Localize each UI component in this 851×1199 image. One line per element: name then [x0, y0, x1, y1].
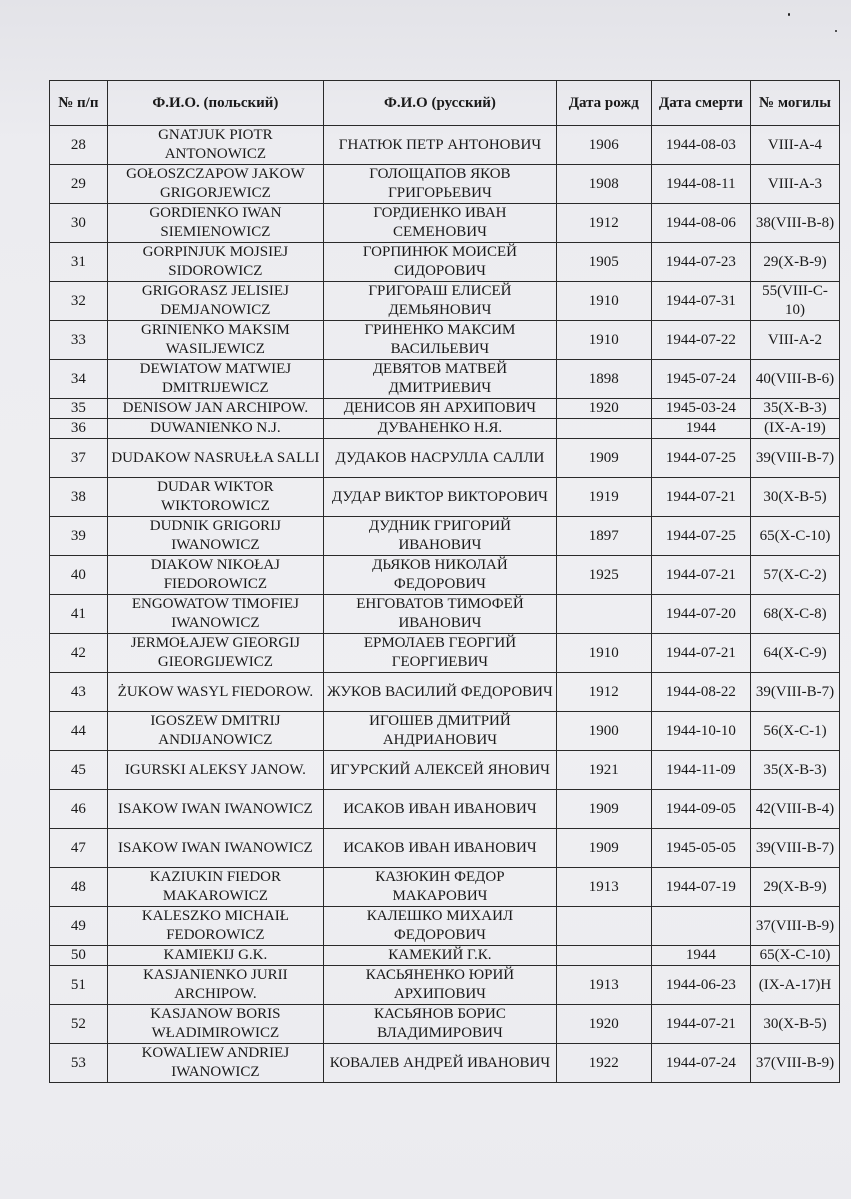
cell-number: 32: [50, 282, 108, 321]
cell-number: 45: [50, 751, 108, 790]
table-row: [50, 517, 840, 556]
table-row: [50, 1005, 840, 1044]
table-row: [50, 673, 840, 712]
cell-grave-number: VIII-A-4: [750, 126, 839, 165]
cell-grave-number: 39(VIII-B-7): [750, 829, 839, 868]
table-row: [50, 243, 840, 282]
cell-number: 36: [50, 419, 108, 439]
cell-number: 52: [50, 1005, 108, 1044]
cell-number: 48: [50, 868, 108, 907]
table-header-row: [50, 81, 840, 126]
cell-name-russian: КАСЬЯНОВ БОРИС ВЛАДИМИРОВИЧ: [324, 1005, 557, 1044]
scan-speck: [788, 13, 790, 16]
cell-name-polish: DIAKOW NIKOŁAJ FIEDOROWICZ: [107, 556, 323, 595]
cell-name-russian: ГРИГОРАШ ЕЛИСЕЙ ДЕМЬЯНОВИЧ: [324, 282, 557, 321]
cell-number: 35: [50, 399, 108, 419]
table-row: [50, 419, 840, 439]
cell-number: 39: [50, 517, 108, 556]
table-row: [50, 946, 840, 966]
cell-birth-date: 1897: [556, 517, 651, 556]
table-row: [50, 321, 840, 360]
header-name-russian: Ф.И.О (русский): [324, 81, 557, 126]
cell-birth-date: [556, 595, 651, 634]
table-row: [50, 360, 840, 399]
cell-birth-date: 1912: [556, 673, 651, 712]
cell-number: 44: [50, 712, 108, 751]
cell-name-russian: ГНАТЮК ПЕТР АНТОНОВИЧ: [324, 126, 557, 165]
cell-name-russian: ГРИНЕНКО МАКСИМ ВАСИЛЬЕВИЧ: [324, 321, 557, 360]
cell-birth-date: 1910: [556, 634, 651, 673]
cell-birth-date: 1909: [556, 829, 651, 868]
cell-grave-number: 42(VIII-B-4): [750, 790, 839, 829]
cell-birth-date: [556, 419, 651, 439]
cell-name-russian: ГОЛОЩАПОВ ЯКОВ ГРИГОРЬЕВИЧ: [324, 165, 557, 204]
cell-name-russian: КАСЬЯНЕНКО ЮРИЙ АРХИПОВИЧ: [324, 966, 557, 1005]
table-row: [50, 399, 840, 419]
cell-number: 43: [50, 673, 108, 712]
cell-grave-number: 65(X-C-10): [750, 946, 839, 966]
table-row: [50, 439, 840, 478]
cell-death-date: 1945-07-24: [651, 360, 750, 399]
table-row: [50, 165, 840, 204]
cell-number: 38: [50, 478, 108, 517]
table-row: [50, 595, 840, 634]
cell-death-date: 1944-07-21: [651, 556, 750, 595]
cell-grave-number: VIII-A-3: [750, 165, 839, 204]
table-row: [50, 126, 840, 165]
cell-death-date: 1944: [651, 419, 750, 439]
cell-name-russian: ИГОШЕВ ДМИТРИЙ АНДРИАНОВИЧ: [324, 712, 557, 751]
cell-birth-date: 1925: [556, 556, 651, 595]
cell-birth-date: 1920: [556, 1005, 651, 1044]
cell-grave-number: 39(VIII-B-7): [750, 439, 839, 478]
table-row: [50, 829, 840, 868]
cell-name-polish: ŻUKOW WASYL FIEDOROW.: [107, 673, 323, 712]
cell-name-polish: DENISOW JAN ARCHIPOW.: [107, 399, 323, 419]
table-row: [50, 966, 840, 1005]
cell-name-polish: GOŁOSZCZAPOW JAKOW GRIGORJEWICZ: [107, 165, 323, 204]
table-row: [50, 282, 840, 321]
cell-birth-date: 1906: [556, 126, 651, 165]
cell-death-date: 1944-07-25: [651, 439, 750, 478]
table-row: [50, 790, 840, 829]
cell-birth-date: 1908: [556, 165, 651, 204]
table-row: [50, 1044, 840, 1083]
cell-name-russian: ИСАКОВ ИВАН ИВАНОВИЧ: [324, 790, 557, 829]
cell-grave-number: 55(VIII-C-10): [750, 282, 839, 321]
cell-death-date: 1944-07-25: [651, 517, 750, 556]
cell-name-polish: GRINIENKO MAKSIM WASILJEWICZ: [107, 321, 323, 360]
cell-name-russian: КАМЕКИЙ Г.К.: [324, 946, 557, 966]
cell-name-polish: JERMOŁAJEW GIEORGIJ GIEORGIJEWICZ: [107, 634, 323, 673]
cell-birth-date: [556, 946, 651, 966]
cell-number: 37: [50, 439, 108, 478]
table-row: [50, 712, 840, 751]
cell-name-polish: IGOSZEW DMITRIJ ANDIJANOWICZ: [107, 712, 323, 751]
cell-number: 53: [50, 1044, 108, 1083]
cell-name-polish: DUDAKOW NASRUŁŁA SALLI: [107, 439, 323, 478]
table-row: [50, 907, 840, 946]
cell-name-russian: ИСАКОВ ИВАН ИВАНОВИЧ: [324, 829, 557, 868]
cell-name-polish: KASJANIENKO JURII ARCHIPOW.: [107, 966, 323, 1005]
header-number: № п/п: [50, 81, 108, 126]
table-row: [50, 478, 840, 517]
cell-name-polish: KALESZKO MICHAIŁ FEDOROWICZ: [107, 907, 323, 946]
cell-grave-number: 64(X-C-9): [750, 634, 839, 673]
cell-birth-date: 1921: [556, 751, 651, 790]
cell-birth-date: 1905: [556, 243, 651, 282]
cell-grave-number: 30(X-B-5): [750, 1005, 839, 1044]
cell-death-date: 1944-08-06: [651, 204, 750, 243]
cell-death-date: 1944: [651, 946, 750, 966]
cell-grave-number: 29(X-B-9): [750, 243, 839, 282]
cell-birth-date: 1900: [556, 712, 651, 751]
cell-name-russian: ДУДАР ВИКТОР ВИКТОРОВИЧ: [324, 478, 557, 517]
cell-death-date: 1944-06-23: [651, 966, 750, 1005]
cell-grave-number: 40(VIII-B-6): [750, 360, 839, 399]
header-death-date: Дата смерти: [651, 81, 750, 126]
cell-grave-number: 35(X-B-3): [750, 751, 839, 790]
table-row: [50, 204, 840, 243]
cell-name-polish: KAMIEKIJ G.K.: [107, 946, 323, 966]
cell-death-date: 1944-08-03: [651, 126, 750, 165]
cell-name-russian: ДУДНИК ГРИГОРИЙ ИВАНОВИЧ: [324, 517, 557, 556]
cell-name-polish: ENGOWATOW TIMOFIEJ IWANOWICZ: [107, 595, 323, 634]
cell-name-russian: ДУДАКОВ НАСРУЛЛА САЛЛИ: [324, 439, 557, 478]
cell-name-russian: КАЛЕШКО МИХАИЛ ФЕДОРОВИЧ: [324, 907, 557, 946]
cell-death-date: 1944-07-24: [651, 1044, 750, 1083]
burial-records-table: [49, 80, 840, 1083]
cell-name-polish: GORPINJUK MOJSIEJ SIDOROWICZ: [107, 243, 323, 282]
cell-death-date: 1944-07-21: [651, 1005, 750, 1044]
cell-number: 47: [50, 829, 108, 868]
cell-number: 46: [50, 790, 108, 829]
cell-name-polish: DUWANIENKO N.J.: [107, 419, 323, 439]
cell-death-date: 1944-07-31: [651, 282, 750, 321]
cell-death-date: 1945-05-05: [651, 829, 750, 868]
cell-grave-number: 39(VIII-B-7): [750, 673, 839, 712]
cell-death-date: 1945-03-24: [651, 399, 750, 419]
cell-name-russian: ЕРМОЛАЕВ ГЕОРГИЙ ГЕОРГИЕВИЧ: [324, 634, 557, 673]
cell-name-polish: ISAKOW IWAN IWANOWICZ: [107, 829, 323, 868]
cell-grave-number: 68(X-C-8): [750, 595, 839, 634]
cell-name-polish: KAZIUKIN FIEDOR MAKAROWICZ: [107, 868, 323, 907]
cell-name-polish: DUDAR WIKTOR WIKTOROWICZ: [107, 478, 323, 517]
cell-death-date: 1944-11-09: [651, 751, 750, 790]
cell-number: 33: [50, 321, 108, 360]
cell-name-polish: IGURSKI ALEKSY JANOW.: [107, 751, 323, 790]
cell-death-date: 1944-07-21: [651, 634, 750, 673]
cell-name-russian: ДУВАНЕНКО Н.Я.: [324, 419, 557, 439]
cell-name-polish: DUDNIK GRIGORIJ IWANOWICZ: [107, 517, 323, 556]
cell-grave-number: VIII-A-2: [750, 321, 839, 360]
cell-birth-date: 1909: [556, 439, 651, 478]
cell-birth-date: 1910: [556, 321, 651, 360]
cell-death-date: 1944-08-11: [651, 165, 750, 204]
table-row: [50, 634, 840, 673]
cell-birth-date: [556, 907, 651, 946]
cell-name-polish: KASJANOW BORIS WŁADIMIROWICZ: [107, 1005, 323, 1044]
cell-death-date: 1944-10-10: [651, 712, 750, 751]
cell-number: 40: [50, 556, 108, 595]
cell-number: 28: [50, 126, 108, 165]
cell-number: 42: [50, 634, 108, 673]
cell-birth-date: 1912: [556, 204, 651, 243]
cell-birth-date: 1913: [556, 966, 651, 1005]
cell-name-polish: KOWALIEW ANDRIEJ IWANOWICZ: [107, 1044, 323, 1083]
cell-name-russian: ГОРПИНЮК МОИСЕЙ СИДОРОВИЧ: [324, 243, 557, 282]
cell-grave-number: (IX-A-17)H: [750, 966, 839, 1005]
cell-name-russian: ИГУРСКИЙ АЛЕКСЕЙ ЯНОВИЧ: [324, 751, 557, 790]
table-row: [50, 556, 840, 595]
cell-birth-date: 1898: [556, 360, 651, 399]
cell-grave-number: 37(VIII-B-9): [750, 1044, 839, 1083]
header-grave-number: № могилы: [750, 81, 839, 126]
cell-grave-number: 35(X-B-3): [750, 399, 839, 419]
cell-name-russian: ДЕНИСОВ ЯН АРХИПОВИЧ: [324, 399, 557, 419]
cell-grave-number: 29(X-B-9): [750, 868, 839, 907]
cell-birth-date: 1910: [556, 282, 651, 321]
cell-number: 51: [50, 966, 108, 1005]
cell-death-date: 1944-08-22: [651, 673, 750, 712]
cell-death-date: 1944-07-22: [651, 321, 750, 360]
cell-birth-date: 1920: [556, 399, 651, 419]
scan-speck: [835, 30, 837, 32]
cell-death-date: 1944-07-20: [651, 595, 750, 634]
cell-name-polish: GNATJUK PIOTR ANTONOWICZ: [107, 126, 323, 165]
cell-grave-number: 38(VIII-B-8): [750, 204, 839, 243]
cell-number: 41: [50, 595, 108, 634]
table-row: [50, 868, 840, 907]
cell-death-date: 1944-07-19: [651, 868, 750, 907]
table-row: [50, 751, 840, 790]
cell-birth-date: 1913: [556, 868, 651, 907]
cell-name-russian: ЖУКОВ ВАСИЛИЙ ФЕДОРОВИЧ: [324, 673, 557, 712]
cell-birth-date: 1919: [556, 478, 651, 517]
cell-grave-number: 65(X-C-10): [750, 517, 839, 556]
cell-name-russian: ГОРДИЕНКО ИВАН СЕМЕНОВИЧ: [324, 204, 557, 243]
cell-name-polish: ISAKOW IWAN IWANOWICZ: [107, 790, 323, 829]
cell-name-polish: DEWIATOW MATWIEJ DMITRIJEWICZ: [107, 360, 323, 399]
cell-grave-number: 30(X-B-5): [750, 478, 839, 517]
cell-name-russian: ЕНГОВАТОВ ТИМОФЕЙ ИВАНОВИЧ: [324, 595, 557, 634]
cell-birth-date: 1922: [556, 1044, 651, 1083]
cell-number: 29: [50, 165, 108, 204]
cell-number: 50: [50, 946, 108, 966]
cell-name-polish: GORDIENKO IWAN SIEMIENOWICZ: [107, 204, 323, 243]
cell-number: 49: [50, 907, 108, 946]
cell-death-date: 1944-09-05: [651, 790, 750, 829]
cell-name-russian: ДЬЯКОВ НИКОЛАЙ ФЕДОРОВИЧ: [324, 556, 557, 595]
cell-number: 31: [50, 243, 108, 282]
cell-number: 30: [50, 204, 108, 243]
cell-number: 34: [50, 360, 108, 399]
cell-death-date: 1944-07-23: [651, 243, 750, 282]
cell-birth-date: 1909: [556, 790, 651, 829]
cell-name-polish: GRIGORASZ JELISIEJ DEMJANOWICZ: [107, 282, 323, 321]
header-name-polish: Ф.И.О. (польский): [107, 81, 323, 126]
cell-name-russian: ДЕВЯТОВ МАТВЕЙ ДМИТРИЕВИЧ: [324, 360, 557, 399]
cell-grave-number: 37(VIII-B-9): [750, 907, 839, 946]
cell-grave-number: 56(X-C-1): [750, 712, 839, 751]
header-birth-date: Дата рожд: [556, 81, 651, 126]
cell-death-date: [651, 907, 750, 946]
cell-name-russian: КАЗЮКИН ФЕДОР МАКАРОВИЧ: [324, 868, 557, 907]
cell-death-date: 1944-07-21: [651, 478, 750, 517]
cell-grave-number: 57(X-C-2): [750, 556, 839, 595]
cell-grave-number: (IX-A-19): [750, 419, 839, 439]
cell-name-russian: КОВАЛЕВ АНДРЕЙ ИВАНОВИЧ: [324, 1044, 557, 1083]
